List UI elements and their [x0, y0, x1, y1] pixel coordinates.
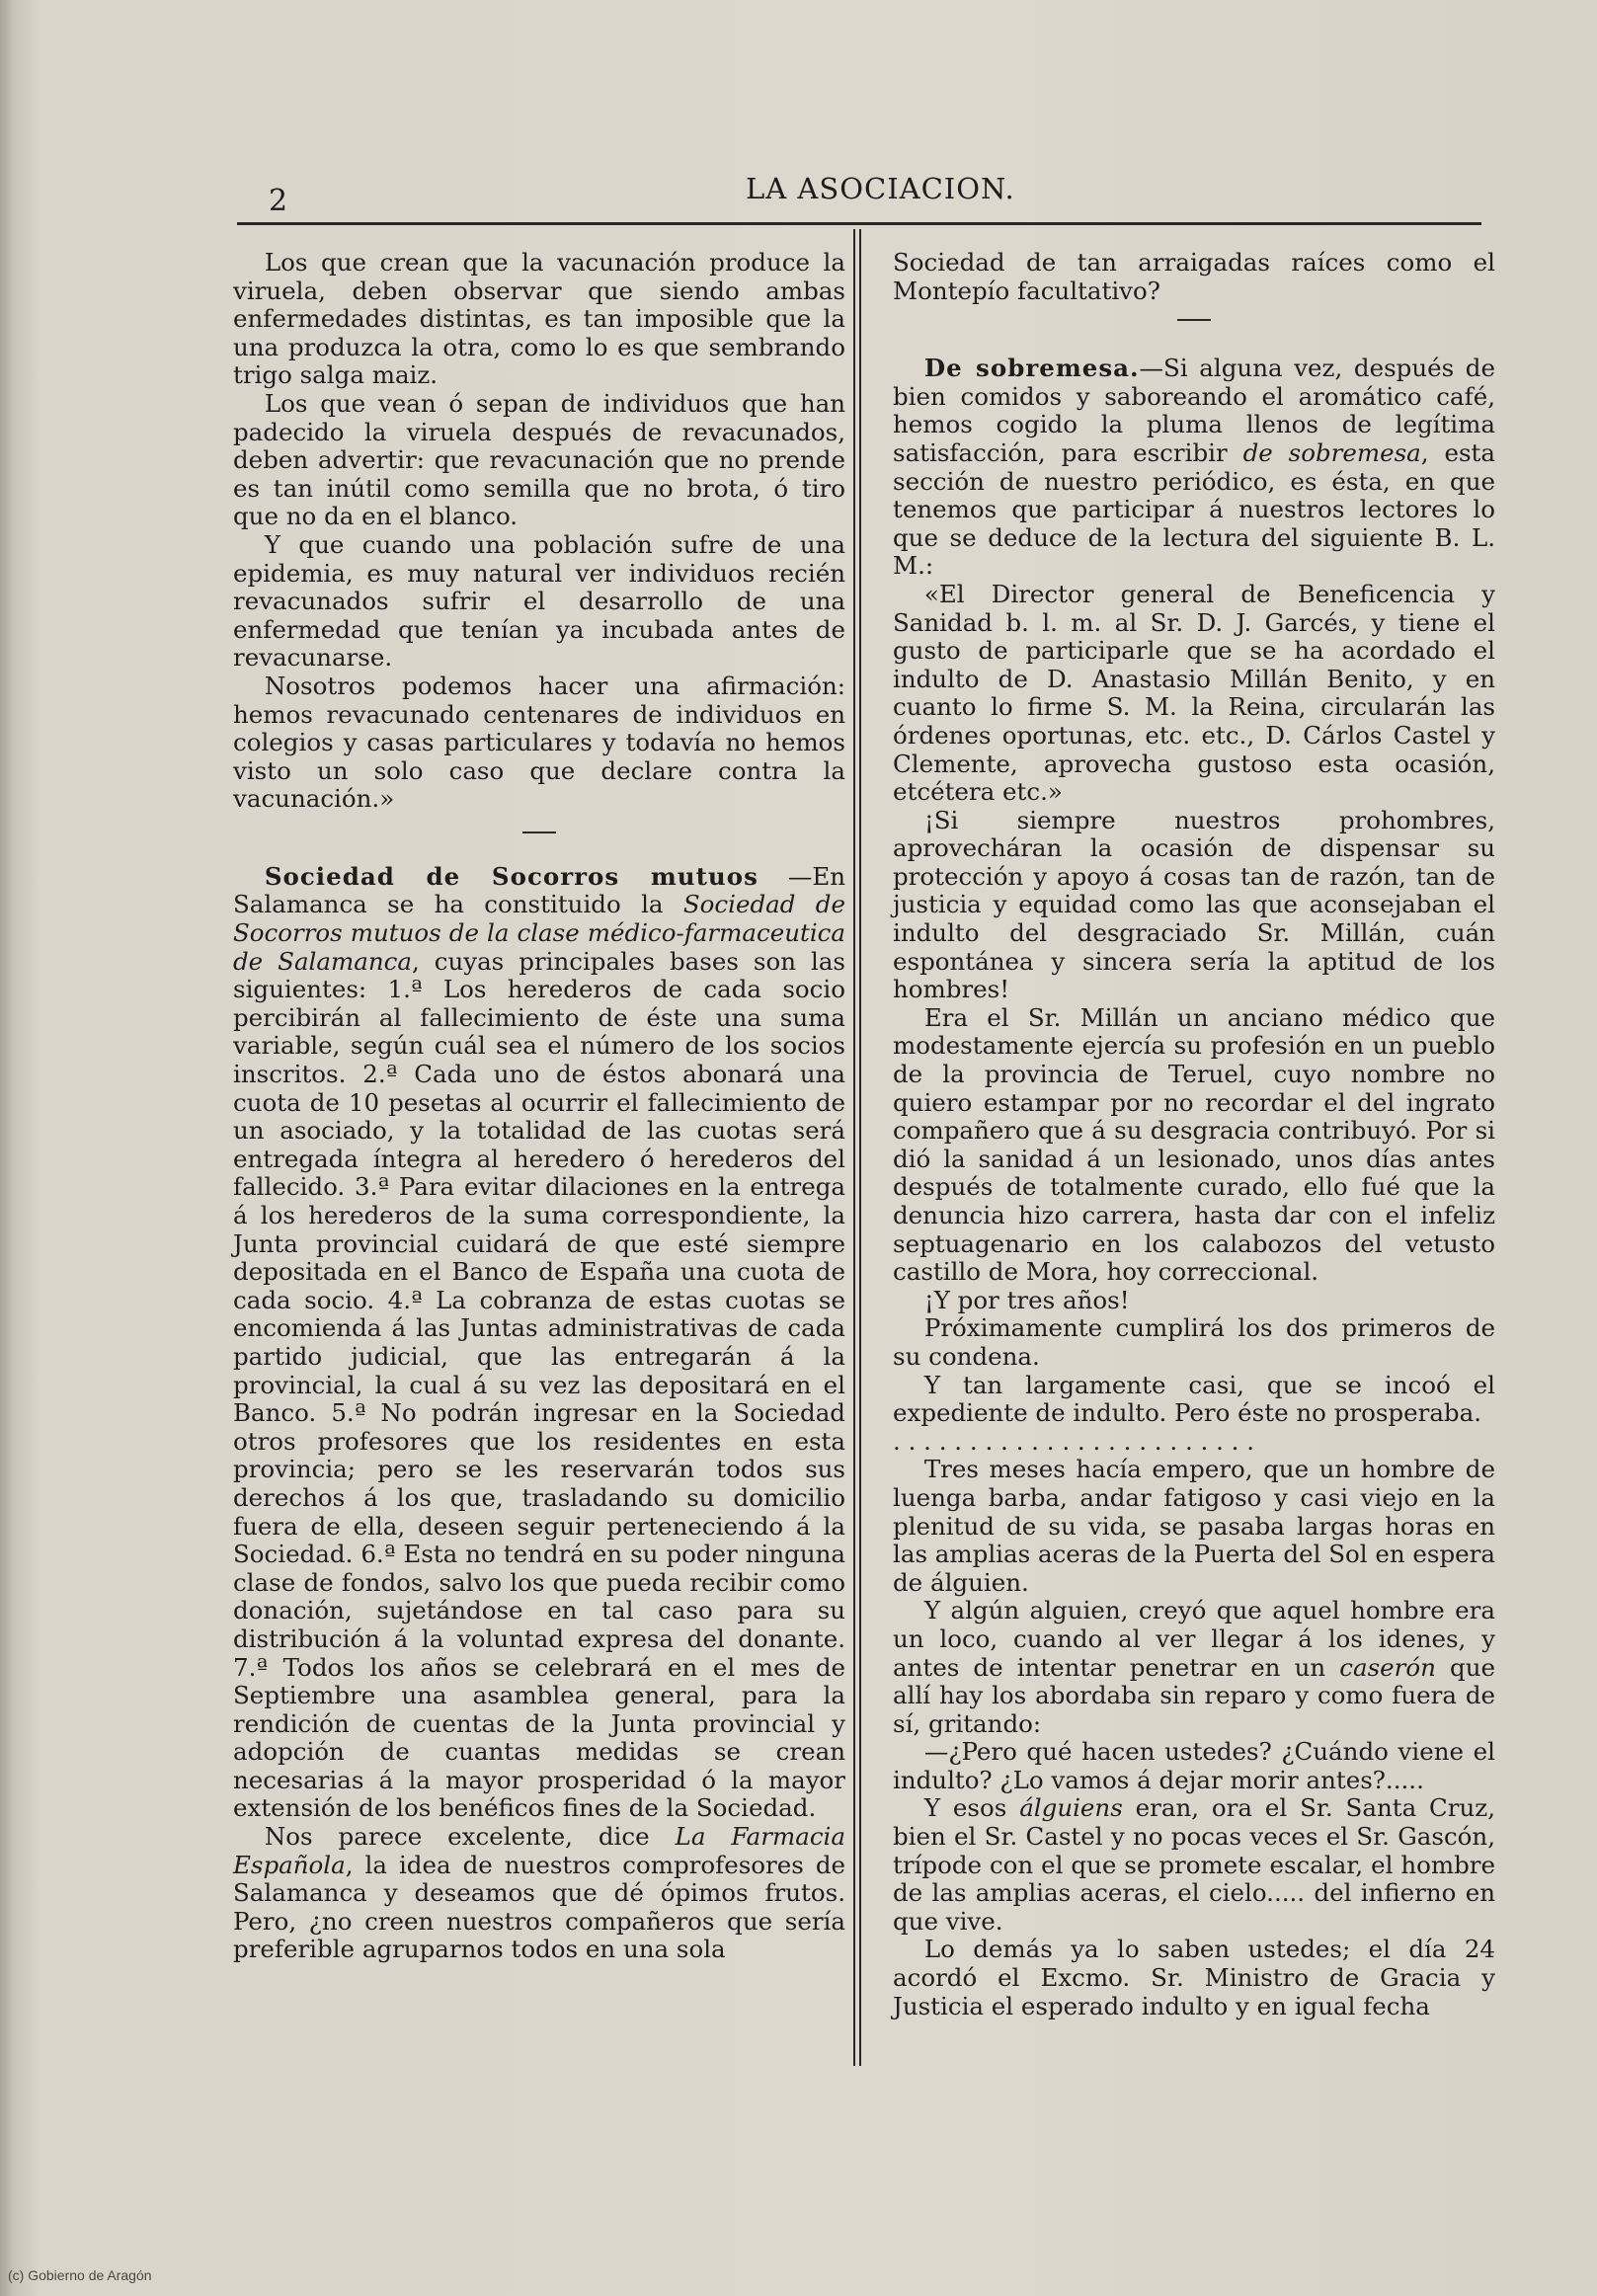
- running-title: LA ASOCIACION.: [746, 172, 1015, 205]
- paragraph-sociedad: [233, 863, 845, 1823]
- paragraph-vacunacion-2: Los que vean ó sepan de individuos que han padecido la viruela después de revacunados, deben advertir: que revacunación que no prende es tan inútil como semilla que no brota, ó tiro que no da en el blanco.: [233, 388, 845, 531]
- paragraph-era-millan: Era el Sr. Millán un anciano médico que modestamente ejercía su profesión en un pueblo de la provincia de Teruel, cuyo nombre no quiero estampar por no recordar el del ingrato compañero que á su desgracia contribuyó. Por si dió la sanidad á un lesionado, unos días antes después de totalmente curado, ello fué que la denuncia hizo carrera, hasta dar con el infeliz septuagenario en los calabozos del vetusto castillo de Mora, hoy correccional.: [893, 1002, 1495, 1287]
- paragraph-si-siempre: ¡Si siempre nuestros prohombres, aprovecháran la ocasión de dispensar su protección y apoyo á cosas tan de razón, tan de justicia y equidad como las que aconsejaban el indulto del desgraciado Sr. Millán, cuán espontánea y sincera sería la aptitud de los hombres!: [893, 805, 1495, 1004]
- farmacia-start: Nos parece excelente, dice: [264, 1822, 676, 1852]
- farmacia-italic: La Farmacia Española: [233, 1822, 846, 1879]
- paragraph-tres-meses: Tres meses hacía empero, que un hombre de luenga barba, andar fatigoso y casi viejo en la plenitud de su vida, se pasaba largas horas en las amplias aceras de la Puerta del Sol en espera de álguien.: [893, 1455, 1495, 1597]
- paragraph-algun-alguien: [893, 1597, 1495, 1738]
- paragraph-quote: «El Director general de Beneficencia y Sanidad b. l. m. al Sr. D. J. Garcés, y tiene el gusto de participarle que se ha acordado el indulto de D. Anastasio Millán Benito, y en cuanto lo firme S. M. la Reina, circularán las órdenes oportunas, etc. etc., D. Cárlos Castel y Clemente, aprovecha gustoso esta ocasión, etcétera etc.»: [893, 579, 1495, 807]
- copyright-credit: (c) Gobierno de Aragón: [8, 2267, 152, 2283]
- sociedad-body-start: —En Salamanca se ha constituido la: [233, 861, 845, 919]
- header-rule: [237, 222, 1481, 225]
- page-number: 2: [269, 184, 288, 218]
- right-column: [893, 249, 1495, 2020]
- paragraph-continuation: Sociedad de tan arraigadas raíces como el Montepío facultativo?: [893, 248, 1495, 305]
- left-column: [233, 249, 845, 1964]
- paragraph-vacunacion-4: Nosotros podemos hacer una afirmación: hemos revacunado centenares de individuos en colegios y casas particulares y todavía no hemos visto un solo caso que declare contra la vacunación.»: [233, 671, 845, 814]
- paragraph-farmacia: [233, 1823, 845, 1964]
- paragraph-proximamente: Próximamente cumplirá los dos primeros de su condena.: [893, 1313, 1495, 1371]
- esos-start: Y esos: [923, 1793, 1020, 1823]
- paragraph-esos-alguiens: [893, 1794, 1495, 1936]
- section-heading-sociedad: Sociedad de Socorros mutuos: [264, 861, 759, 891]
- paragraph-sobremesa: [893, 355, 1495, 581]
- algun-rest: que allí hay los abordaba sin reparo y como fuera de sí, gritando:: [893, 1652, 1495, 1738]
- paragraph-tan-largamente: Y tan largamente casi, que se incoó el expediente de indulto. Pero éste no prosperaba.: [893, 1370, 1495, 1428]
- section-separator: [522, 831, 556, 833]
- algun-italic: caserón: [1339, 1652, 1436, 1682]
- section-heading-sobremesa: De sobremesa.: [923, 354, 1140, 383]
- sociedad-body-rest: , cuyas principales bases son las siguientes: 1.ª Los herederos de cada socio percibirán al fallecimiento de éste una suma variable, según cuál sea el número de los socios inscritos. 2.ª Cada uno de éstos abonará una cuota de 10 pesetas al ocurrir el fallecimiento de un asociado, y la totalidad de las cuotas será entregada íntegra al heredero ó herederos del fallecido. 3.ª Para evitar dilaciones en la entrega á los herederos de la suma correspondiente, la Junta provincial cuidará de que esté siempre depositada en el Banco de España una cuota de cada socio. 4.ª La cobranza de estas cuotas se encomienda á las Juntas administrativas de cada partido judicial, que las entregarán á la provincial, la cual á su vez las depositará en el Banco. 5.ª No podrán ingresar en la Sociedad otros profesores que los residentes en esta provincia; pero se les reservarán todos sus derechos á los que, trasladando su domicilio fuera de ella, deseen seguir perteneciendo á la Sociedad. 6.ª Esta no tendrá en su poder ninguna clase de fondos, salvo los que pueda recibir como donación, sujetándose en tal caso para su distribución á la voluntad expresa del donante. 7.ª Todos los años se celebrará en el mes de Septiembre una asamblea general, para la rendición de cuentas de la Junta provincial y adopción de cuantas medidas se crean necesarias á la mayor prosperidad ó la mayor extensión de los benéficos fines de la Sociedad.: [233, 946, 845, 1823]
- paragraph-vacunacion-3: Y que cuando una población sufre de una epidemia, es muy natural ver individuos recién revacunados sufrir el desarrollo de una enfermedad que tenían ya incubada antes de revacunarse.: [233, 529, 845, 673]
- paragraph-pero: —¿Pero qué hacen ustedes? ¿Cuándo viene el indulto? ¿Lo vamos á dejar morir antes?.....: [893, 1737, 1495, 1794]
- paragraph-tres-anos: ¡Y por tres años!: [923, 1285, 1130, 1314]
- sobremesa-start: —Si alguna vez, después de bien comidos y saboreando el aromático café, hemos cogido la pluma llenos de legítima satisfacción, para escribir: [893, 354, 1495, 467]
- page-header: [237, 168, 1486, 217]
- sobremesa-italic: de sobremesa: [1242, 437, 1421, 467]
- column-divider: [853, 229, 861, 2066]
- esos-rest: eran, ora el Sr. Santa Cruz, bien el Sr. Castel y no pocas veces el Sr. Gascón, trípode con el que se promete escalar, el hombre de las amplias aceras, el cielo..... del infierno en que vive.: [893, 1793, 1495, 1936]
- ellipsis-row: . . . . . . . . . . . . . . . . . . . . . . . .: [893, 1426, 1255, 1456]
- section-separator: [1177, 319, 1211, 321]
- sobremesa-rest: , esta sección de nuestro periódico, es ésta, en que tenemos que participar á nuestros lectores lo que se deduce de la lectura del siguiente B. L. M.:: [893, 437, 1496, 581]
- farmacia-rest: , la idea de nuestros comprofesores de Salamanca y deseamos que dé ópimos frutos. Pero, ¿no creen nuestros compañeros que sería preferible agruparnos todos en una sola: [233, 1850, 845, 1964]
- paragraph-vacunacion-1: Los que crean que la vacunación produce la viruela, deben observar que siendo ambas enfermedades distintas, es tan imposible que la una produzca la otra, como lo es que sembrando trigo salga maiz.: [233, 248, 845, 390]
- sociedad-italic-name: Sociedad de Socorros mutuos de la clase médico-farmaceutica de Salamanca: [233, 890, 845, 976]
- esos-italic: álguiens: [1019, 1793, 1123, 1823]
- paragraph-lo-demas: Lo demás ya lo saben ustedes; el día 24 acordó el Excmo. Sr. Ministro de Gracia y Justicia el esperado indulto y en igual fecha: [893, 1935, 1495, 2020]
- algun-start: Y algún alguien, creyó que aquel hombre era un loco, cuando al ver llegar á los idenes, y antes de intentar penetrar en un: [893, 1596, 1495, 1682]
